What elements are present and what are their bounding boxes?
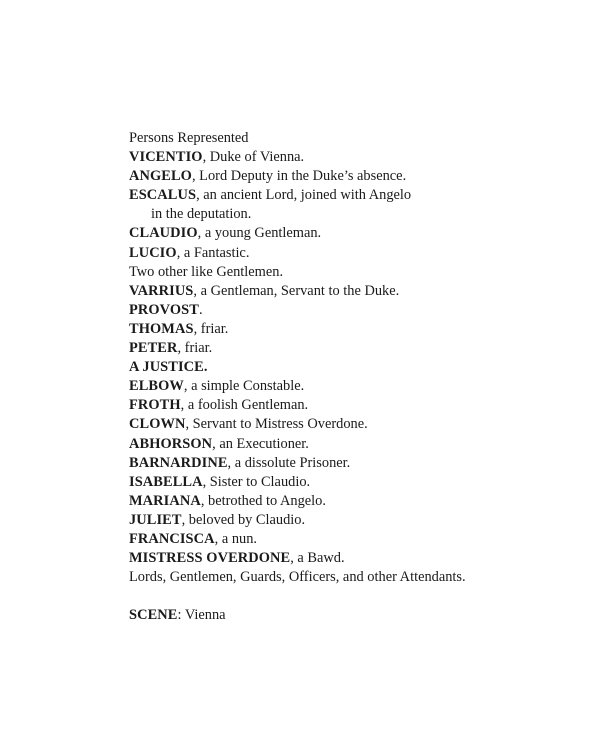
character-entry [129,339,569,358]
character-name: ISABELLA [129,473,203,490]
character-entry [129,549,569,568]
character-entry [129,473,569,492]
character-name: CLAUDIO [129,225,198,242]
character-description: , an ancient Lord, joined with Angelo [196,187,412,204]
character-description: , Servant to Mistress Overdone. [185,416,368,433]
character-entry [129,186,569,205]
character-entry [129,224,569,243]
character-description: , a simple Constable. [183,378,305,395]
character-description: , beloved by Claudio. [181,511,306,528]
character-name: VARRIUS [129,282,194,299]
character-description: , an Executioner. [212,435,309,452]
character-entry [129,454,569,473]
character-description: , a Fantastic. [176,244,250,261]
character-description: , Sister to Claudio. [202,473,311,490]
character-description: , a nun. [214,530,258,547]
character-name: BARNARDINE [129,454,228,471]
character-name: CLOWN [129,416,186,433]
character-name: THOMAS [129,320,194,337]
character-entry [129,244,569,263]
character-description: , a Bawd. [290,550,345,567]
character-entry [129,435,569,454]
character-description-continuation: in the deputation. [151,206,252,223]
character-name: JULIET [129,511,182,528]
character-description: , friar. [193,320,229,337]
character-description: , a foolish Gentleman. [180,397,309,414]
character-entry [129,377,569,396]
character-name: ANGELO [129,168,192,185]
character-name: ELBOW [129,378,184,395]
character-name: LUCIO [129,244,177,261]
character-description: , betrothed to Angelo. [200,492,326,509]
character-name: ABHORSON [129,435,213,452]
character-description: , a dissolute Prisoner. [227,454,351,471]
character-name: FRANCISCA [129,530,215,547]
scene-value: : Vienna [177,607,226,624]
character-entry [129,148,569,167]
character-entry [129,282,569,301]
character-entry [129,301,569,320]
character-description: , Lord Deputy in the Duke’s absence. [191,168,407,185]
scene-line [129,606,569,625]
character-entry [129,263,569,282]
character-name: ESCALUS [129,187,197,204]
character-description: , friar. [177,340,213,357]
attendants-line: Lords, Gentlemen, Guards, Officers, and other Attendants. [129,569,466,586]
character-name: PETER [129,340,178,357]
dramatis-personae [129,129,569,625]
character-entry [129,492,569,511]
heading: Persons Represented [129,130,249,146]
character-name: VICENTIO [129,149,203,166]
character-description: Two other like Gentlemen. [129,263,284,280]
character-name: MISTRESS OVERDONE [129,550,291,567]
scene-label: SCENE [129,607,178,624]
character-description: , a Gentleman, Servant to the Duke. [193,282,400,299]
character-entry [129,320,569,339]
character-description: , Duke of Vienna. [202,149,305,166]
character-entry [129,358,569,377]
character-entry [129,530,569,549]
character-description: . [198,301,203,318]
character-entry [129,511,569,530]
character-entry [129,415,569,434]
character-name: MARIANA [129,492,201,509]
character-description: , a young Gentleman. [197,225,322,242]
spacer [129,587,569,606]
character-name: PROVOST [129,301,199,318]
character-entry [129,167,569,186]
character-name: FROTH [129,397,181,414]
character-name: A JUSTICE. [129,359,208,376]
character-entry [129,396,569,415]
